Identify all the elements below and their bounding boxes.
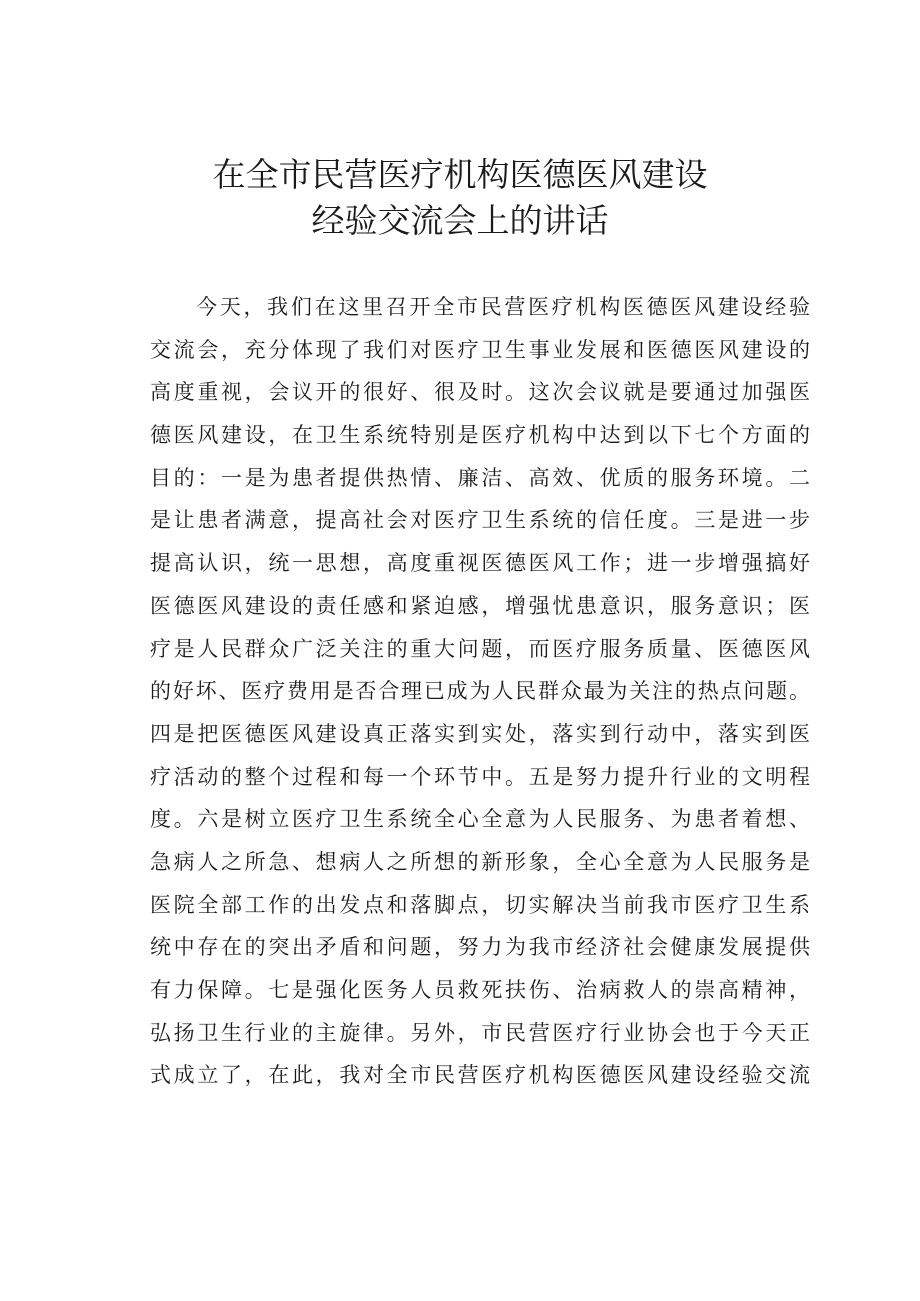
- title-line-2: 经验交流会上的讲话: [311, 201, 609, 240]
- body-line: 的好坏、医疗费用是否合理已成为人民群众最为关注的热点问题。: [150, 679, 810, 704]
- body-line: 疗活动的整个过程和每一个环节中。五是努力提升行业的文明程: [150, 764, 810, 789]
- body-line: 医院全部工作的出发点和落脚点，切实解决当前我市医疗卫生系: [150, 892, 810, 917]
- body-line: 提高认识，统一思想，高度重视医德医风工作；进一步增强搞好: [150, 551, 810, 576]
- body-line: 今天，我们在这里召开全市民营医疗机构医德医风建设经验: [196, 295, 810, 319]
- body-line: 统中存在的突出矛盾和问题，努力为我市经济社会健康发展提供: [150, 935, 810, 960]
- body-line: 度。六是树立医疗卫生系统全心全意为人民服务、为患者着想、: [150, 807, 810, 832]
- page-title: [0, 152, 920, 244]
- body-line: 弘扬卫生行业的主旋律。另外，市民营医疗行业协会也于今天正: [150, 1020, 810, 1045]
- body-line: 德医风建设，在卫生系统特别是医疗机构中达到以下七个方面的: [150, 423, 810, 448]
- body-line: 式成立了，在此，我对全市民营医疗机构医德医风建设经验交流: [150, 1063, 810, 1088]
- body-line: 交流会，充分体现了我们对医疗卫生事业发展和医德医风建设的: [150, 337, 810, 362]
- body-line: 医德医风建设的责任感和紧迫感，增强忧患意识，服务意识；医: [150, 593, 810, 618]
- body-line: 疗是人民群众广泛关注的重大问题，而医疗服务质量、医德医风: [150, 636, 810, 661]
- body-line: 目的：一是为患者提供热情、廉洁、高效、优质的服务环境。二: [150, 465, 810, 490]
- body-line: 有力保障。七是强化医务人员救死扶伤、治病救人的崇高精神，: [150, 978, 810, 1002]
- title-line-1: 在全市民营医疗机构医德医风建设: [212, 155, 708, 194]
- speech-body: [150, 286, 810, 1097]
- body-line: 急病人之所急、想病人之所想的新形象，全心全意为人民服务是: [150, 849, 810, 874]
- body-line: 是让患者满意，提高社会对医疗卫生系统的信任度。三是进一步: [150, 508, 810, 533]
- body-line: 四是把医德医风建设真正落实到实处，落实到行动中，落实到医: [150, 721, 810, 746]
- body-line: 高度重视，会议开的很好、很及时。这次会议就是要通过加强医: [150, 380, 810, 405]
